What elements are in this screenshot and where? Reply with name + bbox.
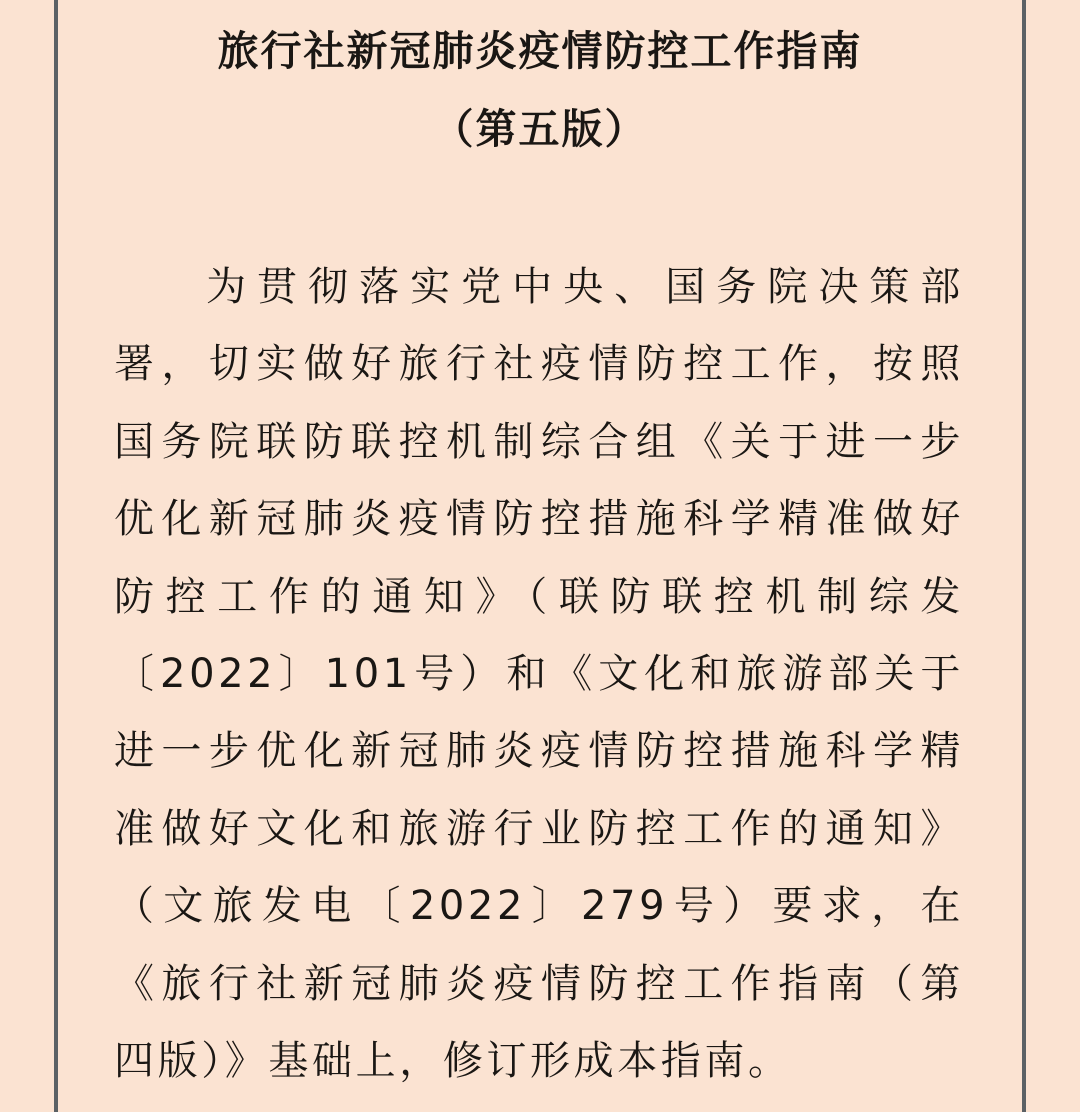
- right-border-line: [1022, 0, 1026, 1112]
- paragraph-line: 准做好文化和旅游行业防控工作的通知》: [114, 805, 964, 852]
- document-page: [58, 0, 1022, 1112]
- paragraph-line: 署，切实做好旅行社疫情防控工作，按照: [114, 341, 964, 388]
- paragraph-line: 四版）》基础上，修订形成本指南。: [114, 1037, 792, 1084]
- paragraph-line: （文旅发电〔2022〕279号）要求，在: [114, 883, 964, 930]
- paragraph-line: 优化新冠肺炎疫情防控措施科学精准做好: [114, 496, 964, 543]
- document-title: 旅行社新冠肺炎疫情防控工作指南: [217, 27, 863, 75]
- body-paragraph: [114, 260, 964, 1111]
- paragraph-line: 〔2022〕101号）和《文化和旅游部关于: [114, 650, 964, 697]
- paragraph-line: 防控工作的通知》（联防联控机制综发: [114, 573, 964, 620]
- paragraph-line: 国务院联防联控机制综合组《关于进一步: [114, 418, 964, 465]
- paragraph-line: 为贯彻落实党中央、国务院决策部: [206, 264, 964, 310]
- paragraph-line: 《旅行社新冠肺炎疫情防控工作指南（第: [114, 960, 964, 1007]
- document-subtitle: （第五版）: [432, 105, 648, 153]
- paragraph-line: 进一步优化新冠肺炎疫情防控措施科学精: [114, 728, 964, 775]
